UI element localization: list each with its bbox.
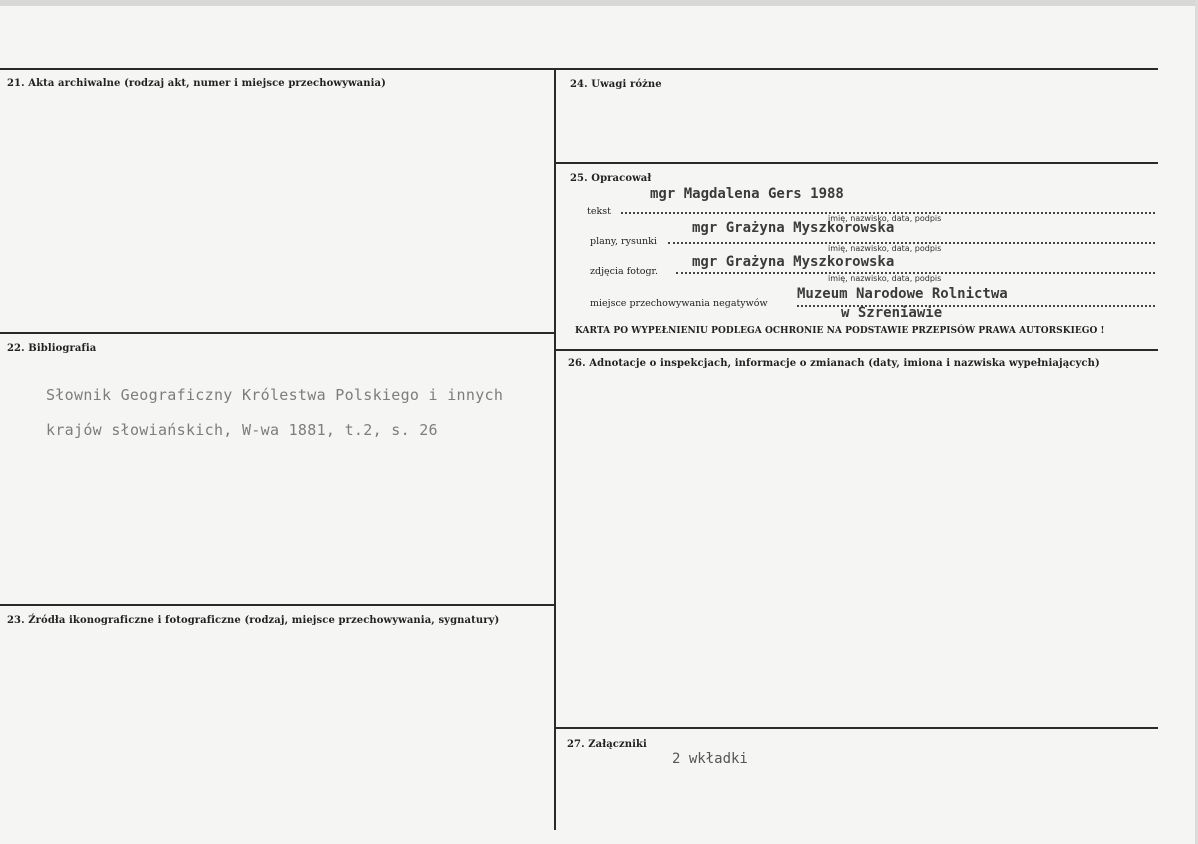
- section-27-title: 27. Załączniki: [567, 739, 647, 750]
- top-rule: [0, 68, 1158, 70]
- section-21-sub: (rodzaj akt, numer i miejsce przechowywania): [124, 78, 386, 89]
- rule-24-25: [554, 162, 1158, 164]
- rule-26-27: [554, 727, 1158, 729]
- row-negatywy-value-2: w Szreniawie: [841, 305, 943, 321]
- section-21-title: [7, 78, 386, 89]
- section-26-title: [568, 358, 1100, 369]
- row-plany-caption: imię, nazwisko, data, podpis: [828, 244, 942, 253]
- section-23-sub: (rodzaj, miejsce przechowywania, sygnatury): [244, 615, 500, 626]
- section-21-label: 21. Akta archiwalne: [7, 78, 121, 89]
- section-23-label: 23. Źródła ikonograficzne i fotograficzne: [7, 615, 241, 626]
- attachments-value: 2 wkładki: [672, 751, 748, 767]
- paper-top-edge: [0, 0, 1198, 6]
- section-25-title: 25. Opracował: [570, 173, 652, 184]
- copyright-warning: KARTA PO WYPEŁNIENIU PODLEGA OCHRONIE NA PODSTAWIE PRZEPISÓW PRAWA AUTORSKIEGO !: [575, 326, 1105, 336]
- bibliography-line-1: Słownik Geograficzny Królestwa Polskiego i innych: [46, 386, 504, 404]
- row-zdjecia-label: zdjęcia fotogr.: [590, 266, 659, 277]
- rule-25-26: [554, 349, 1158, 351]
- row-zdjecia-value: mgr Grażyna Myszkorowska: [692, 254, 895, 270]
- section-22-title: 22. Bibliografia: [7, 343, 97, 354]
- section-24-title: 24. Uwagi różne: [570, 79, 662, 90]
- section-26-label: 26. Adnotacje o inspekcjach, informacje o zmianach: [568, 358, 865, 369]
- row-tekst-label: tekst: [587, 206, 611, 217]
- row-plany-value: mgr Grażyna Myszkorowska: [692, 220, 895, 236]
- center-divider: [554, 68, 556, 830]
- row-tekst-value: mgr Magdalena Gers 1988: [650, 186, 844, 202]
- section-26-sub: (daty, imiona i nazwiska wypełniających): [868, 358, 1100, 369]
- section-23-title: [7, 615, 499, 626]
- row-tekst-caption: imię, nazwisko, data, podpis: [828, 214, 942, 223]
- row-plany-label: plany, rysunki: [590, 236, 657, 247]
- row-negatywy-value: Muzeum Narodowe Rolnictwa: [797, 286, 1008, 302]
- rule-22-23: [0, 604, 556, 606]
- bibliography-line-2: krajów słowiańskich, W-wa 1881, t.2, s. 26: [46, 421, 438, 439]
- rule-21-22: [0, 332, 556, 334]
- row-negatywy-label: miejsce przechowywania negatywów: [590, 298, 768, 309]
- row-zdjecia-caption: imię, nazwisko, data, podpis: [828, 274, 942, 283]
